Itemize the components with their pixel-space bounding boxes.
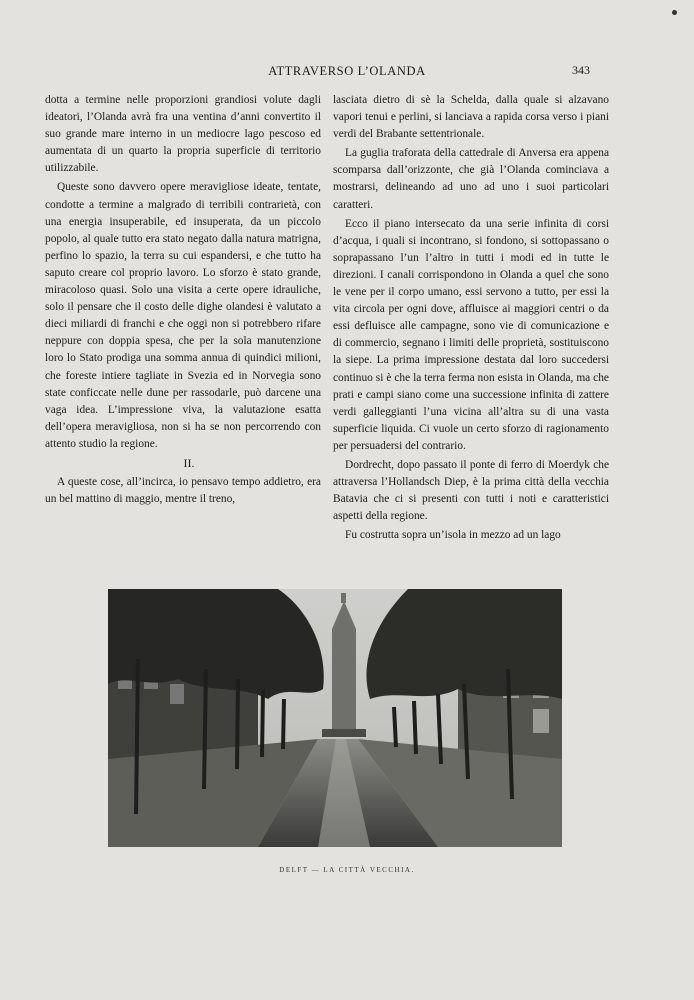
section-heading: II. — [183, 455, 195, 470]
paragraph: Dordrecht, dopo passato il ponte di ferro di Moerdyk che attraversa l’Hollandsch Diep, è la prima città della vecchia Batavia che ci si presenti con tutti i noti e caratteristici aspetti della regione. — [333, 458, 609, 523]
paragraph: Ecco il piano intersecato da una serie infinita di corsi d’acqua, i quali si incontrano, si fondono, si sottopassano o soprapassano l’un l’altro in tutti i modi ed in tutte le direzioni. I canali corrispondono in Olanda a quel che sono le vene per il corpo umano, essi servono a tutto, per essi la vita circola per ogni dove, affluisce ai maggiori centri o da essi defluisce alle campagne, sono vie di comunicazione e di commercio, segnano i limiti delle proprietà, sostituiscono la siepe. La prima impressione destata dal loro succedersi continuo si è che la terra ferma non esista in Olanda, ma che prati e campi siano come una successione infinita di zattere verdi galleggianti l’una vicina all’altra su di una vasta superficie liquida. Ci vuole un certo sforzo di ragionamento per persuadersi del contrario. — [333, 217, 609, 452]
paragraph: Queste sono davvero opere meravigliose ideate, tentate, condotte a termine a malgrado di terribili contrarietà, con una energia insuperabile, ed insuperata, da un piccolo popolo, al quale tutto era stato negato dalla natura matrigna, perfino lo spazio, la terra su cui espandersi, e che tutto ha saputo creare col proprio lavoro. Lo sforzo è stato grande, miracoloso quasi. Solo una visita a certe opere idrauliche, solo il pensare che il costo delle dighe olandesi è valutato a dieci miliardi di franchi e che oggi non si potrebbero rifare neppure con doppia spesa, che per la sola manutenzione loro lo Stato prodiga una somma annua di quindici milioni, che foreste intiere tagliate in Svezia ed in Norvegia sono state conficcate nelle dune per rassodarle, può darcene una vaga idea. L’impressione viva, la valutazione esatta dell’opera meravigliosa, non si ha se non percorrendo con attento studio la regione. — [45, 181, 321, 450]
paragraph: La guglia traforata della cattedrale di Anversa era appena scomparsa dall’orizzonte, che già l’Olanda cominciava a mostrarsi, delineando ad uno ad uno i suoi particolari caratteri. — [333, 147, 609, 211]
delft-canal-photo — [108, 589, 562, 847]
paragraph: lasciata dietro di sè la Schelda, dalla quale si alzavano vapori tenui e perlini, si lanciava a rapida corsa verso i piani verdi del Brabante settentrionale. — [333, 94, 609, 141]
figure-caption: DELFT — LA CITTÀ VECCHIA. — [279, 866, 415, 874]
left-column — [45, 92, 321, 508]
paragraph: Fu costrutta sopra un’isola in mezzo ad un lago — [345, 529, 561, 542]
running-title: ATTRAVERSO L’OLANDA — [268, 64, 426, 78]
right-column — [333, 92, 609, 544]
paragraph: A queste cose, all’incirca, io pensavo tempo addietro, era un bel mattino di maggio, mentre il treno, — [45, 476, 321, 506]
page-number: 343 — [572, 63, 590, 77]
speck-mark — [672, 10, 677, 15]
paragraph: dotta a termine nelle proporzioni grandiosi volute dagli ideatori, l’Olanda avrà fra una ventina d’anni convertito il suo grande mare interno in un mediocre lago pescoso ed aumentata di un quarto la propria superficie di territorio utilizzabile. — [45, 94, 321, 175]
